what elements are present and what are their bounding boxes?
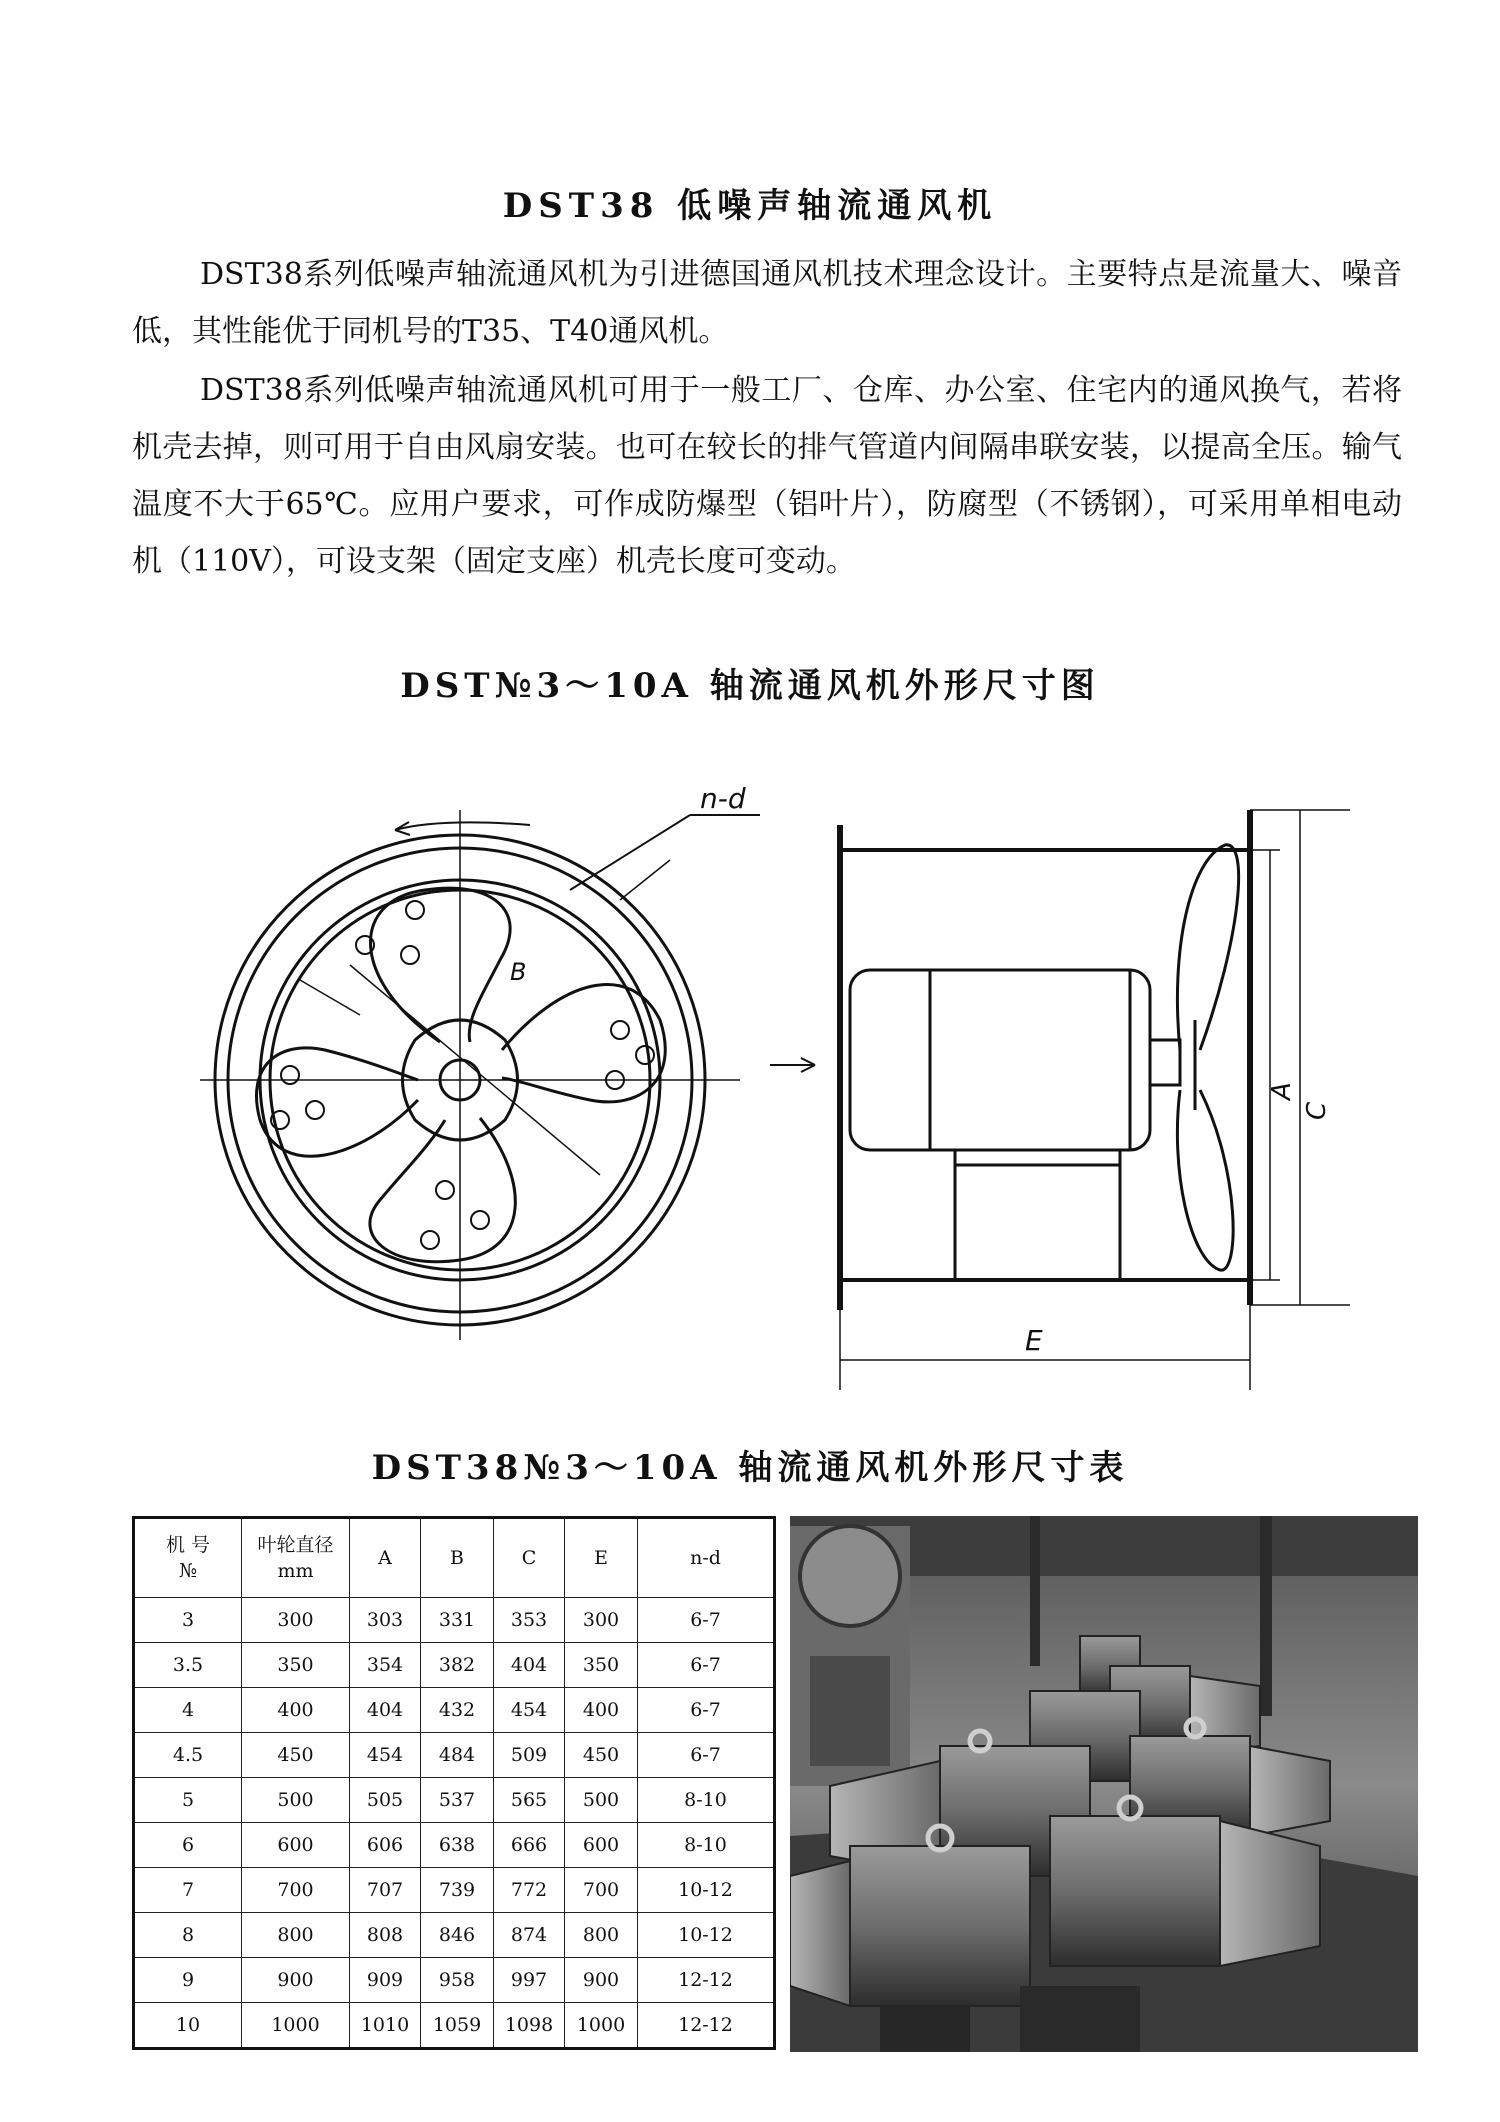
cell-c: 509 [494, 1733, 565, 1778]
cell-a: 505 [350, 1778, 421, 1823]
header-a: A [350, 1518, 421, 1598]
c-label: C [1302, 1101, 1332, 1120]
cell-c: 772 [494, 1868, 565, 1913]
header-impeller-line2: mm [277, 1560, 314, 1582]
cell-impeller: 450 [242, 1733, 350, 1778]
cell-e: 350 [565, 1643, 638, 1688]
table-row [134, 1688, 775, 1733]
cell-e: 300 [565, 1598, 638, 1643]
fan-side-view-drawing [770, 790, 1370, 1420]
e-label: E [1025, 1324, 1043, 1357]
cell-b: 331 [421, 1598, 494, 1643]
table-title: DST38№3～10A 轴流通风机外形尺寸表 [371, 1448, 1129, 1488]
cell-nd: 12-12 [638, 1958, 775, 2003]
header-e: E [565, 1518, 638, 1598]
header-machine-no [134, 1518, 242, 1598]
cell-machine-no: 4.5 [134, 1733, 242, 1778]
cell-machine-no: 4 [134, 1688, 242, 1733]
nd-label: n-d [700, 782, 746, 815]
cell-impeller: 1000 [242, 2003, 350, 2049]
table-row [134, 1958, 775, 2003]
usage-paragraph: DST38系列低噪声轴流通风机可用于一般工厂、仓库、办公室、住宅内的通风换气，若将机壳去掉，则可用于自由风扇安装。也可在较长的排气管道内间隔串联安装，以提高全压。输气温度不大于65℃。应用户要求，可作成防爆型（铝叶片），防腐型（不锈钢），可采用单相电动机（110V），可设支架（固定支座）机壳长度可变动。 [132, 373, 1402, 579]
intro-paragraph: DST38系列低噪声轴流通风机为引进德国通风机技术理念设计。主要特点是流量大、噪音低，其性能优于同机号的T35、T40通风机。 [132, 257, 1402, 349]
cell-b: 432 [421, 1688, 494, 1733]
cell-nd: 10-12 [638, 1913, 775, 1958]
cell-e: 400 [565, 1688, 638, 1733]
cell-b: 958 [421, 1958, 494, 2003]
a-label: A [1267, 1082, 1297, 1100]
cell-b: 846 [421, 1913, 494, 1958]
cell-a: 606 [350, 1823, 421, 1868]
cell-e: 500 [565, 1778, 638, 1823]
cell-a: 808 [350, 1913, 421, 1958]
header-machine-no-line1: 机 号 [165, 1534, 211, 1556]
cell-b: 638 [421, 1823, 494, 1868]
header-b: B [421, 1518, 494, 1598]
cell-a: 404 [350, 1688, 421, 1733]
cell-c: 1098 [494, 2003, 565, 2049]
header-nd: n-d [638, 1518, 775, 1598]
table-row [134, 1733, 775, 1778]
cell-nd: 12-12 [638, 2003, 775, 2049]
drawing-title: DST№3～10A 轴流通风机外形尺寸图 [400, 666, 1100, 706]
table-row [134, 1823, 775, 1868]
cell-impeller: 900 [242, 1958, 350, 2003]
cell-nd: 6-7 [638, 1598, 775, 1643]
cell-e: 450 [565, 1733, 638, 1778]
cell-machine-no: 6 [134, 1823, 242, 1868]
fan-front-view-drawing [200, 780, 760, 1340]
cell-impeller: 700 [242, 1868, 350, 1913]
cell-nd: 10-12 [638, 1868, 775, 1913]
cell-machine-no: 3 [134, 1598, 242, 1643]
dimension-table [132, 1516, 776, 2050]
cell-impeller: 400 [242, 1688, 350, 1733]
cell-machine-no: 5 [134, 1778, 242, 1823]
table-row [134, 1598, 775, 1643]
cell-machine-no: 9 [134, 1958, 242, 2003]
cell-impeller: 600 [242, 1823, 350, 1868]
cell-a: 707 [350, 1868, 421, 1913]
cell-c: 997 [494, 1958, 565, 2003]
table-row [134, 1913, 775, 1958]
cell-c: 353 [494, 1598, 565, 1643]
table-header-row [134, 1518, 775, 1598]
cell-e: 700 [565, 1868, 638, 1913]
cell-c: 454 [494, 1688, 565, 1733]
table-row [134, 2003, 775, 2049]
cell-c: 565 [494, 1778, 565, 1823]
cell-b: 739 [421, 1868, 494, 1913]
cell-nd: 6-7 [638, 1643, 775, 1688]
cell-b: 484 [421, 1733, 494, 1778]
header-impeller-diameter [242, 1518, 350, 1598]
cell-a: 303 [350, 1598, 421, 1643]
cell-machine-no: 3.5 [134, 1643, 242, 1688]
cell-c: 666 [494, 1823, 565, 1868]
cell-a: 354 [350, 1643, 421, 1688]
cell-nd: 6-7 [638, 1733, 775, 1778]
factory-photo [790, 1516, 1418, 2052]
header-c: C [494, 1518, 565, 1598]
header-machine-no-line2: № [179, 1560, 197, 1582]
cell-nd: 8-10 [638, 1823, 775, 1868]
cell-a: 909 [350, 1958, 421, 2003]
cell-nd: 6-7 [638, 1688, 775, 1733]
cell-impeller: 350 [242, 1643, 350, 1688]
cell-b: 382 [421, 1643, 494, 1688]
cell-impeller: 300 [242, 1598, 350, 1643]
cell-a: 1010 [350, 2003, 421, 2049]
cell-e: 600 [565, 1823, 638, 1868]
cell-impeller: 500 [242, 1778, 350, 1823]
cell-e: 900 [565, 1958, 638, 2003]
table-row [134, 1868, 775, 1913]
cell-c: 404 [494, 1643, 565, 1688]
table-row [134, 1643, 775, 1688]
cell-machine-no: 8 [134, 1913, 242, 1958]
cell-e: 1000 [565, 2003, 638, 2049]
header-impeller-line1: 叶轮直径 [257, 1534, 334, 1556]
cell-e: 800 [565, 1913, 638, 1958]
cell-a: 454 [350, 1733, 421, 1778]
cell-b: 1059 [421, 2003, 494, 2049]
cell-machine-no: 10 [134, 2003, 242, 2049]
cell-c: 874 [494, 1913, 565, 1958]
page-title: DST38 低噪声轴流通风机 [502, 186, 998, 226]
cell-machine-no: 7 [134, 1868, 242, 1913]
b-label: B [510, 958, 527, 986]
table-row [134, 1778, 775, 1823]
cell-impeller: 800 [242, 1913, 350, 1958]
cell-nd: 8-10 [638, 1778, 775, 1823]
cell-b: 537 [421, 1778, 494, 1823]
